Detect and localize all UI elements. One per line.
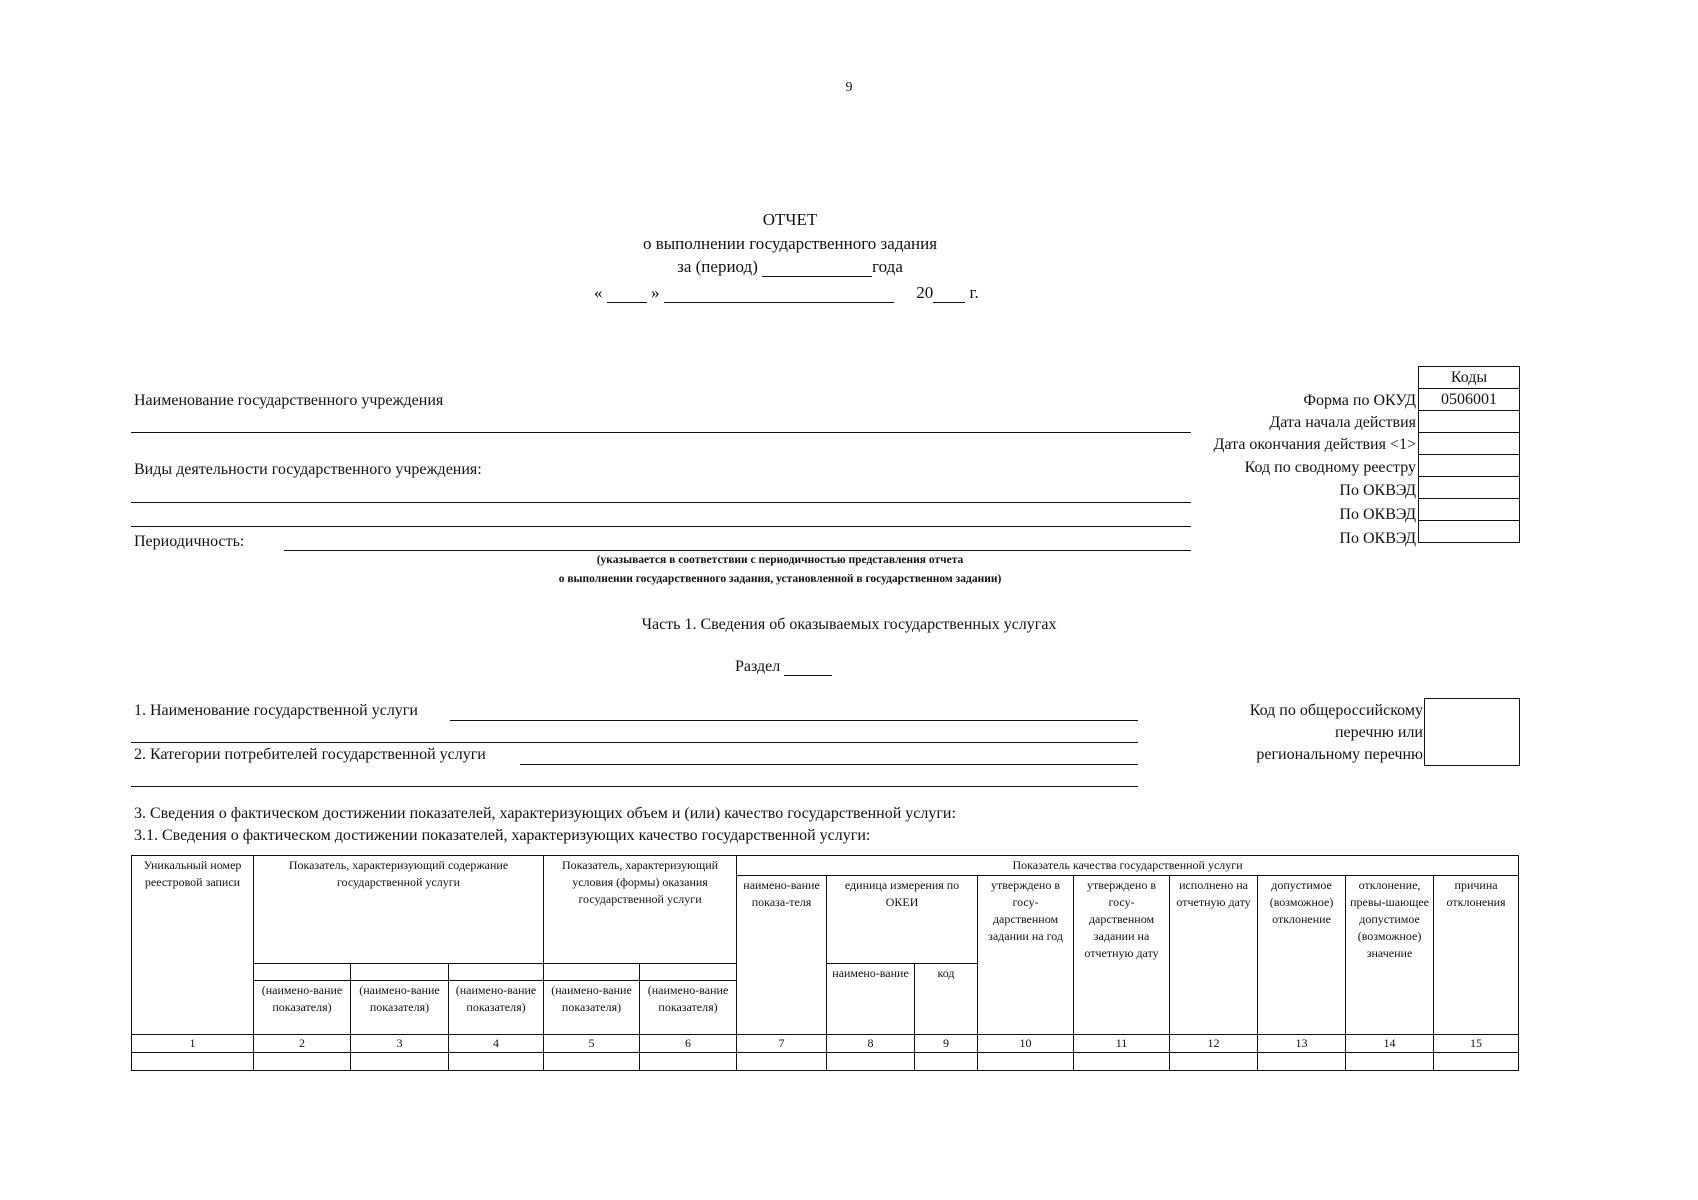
approved-date-header: утверждено в госу-дарственном задании на отчетную дату — [1074, 876, 1170, 1035]
col-num-12: 12 — [1170, 1035, 1258, 1053]
quality-indicator-header: Показатель качества государственной услуги — [737, 856, 1519, 876]
col-num-9: 9 — [915, 1035, 978, 1053]
cell-12[interactable] — [1170, 1053, 1258, 1071]
conditions-indicator-header: Показатель, характеризующий условия (формы) оказания государственной услуги — [544, 856, 737, 964]
okud-label: Форма по ОКУД — [1303, 392, 1416, 409]
content-blank-1 — [254, 964, 351, 981]
content-name-2: (наимено-вание показателя) — [351, 981, 449, 1035]
col-num-7: 7 — [737, 1035, 827, 1053]
cell-8[interactable] — [827, 1053, 915, 1071]
periodicity-note-2: о выполнении государственного задания, установленной в государственном задании) — [558, 573, 1002, 585]
start-date-label: Дата начала действия — [1269, 414, 1416, 431]
period-field[interactable] — [762, 260, 872, 277]
cell-15[interactable] — [1434, 1053, 1519, 1071]
conditions-name-1: (наимено-вание показателя) — [544, 981, 640, 1035]
activity-types-line-2[interactable] — [131, 526, 1191, 527]
col-num-15: 15 — [1434, 1035, 1519, 1053]
okved-label-1: По ОКВЭД — [1339, 482, 1416, 499]
conditions-blank-2 — [640, 964, 737, 981]
year-field[interactable] — [933, 286, 965, 303]
col-num-8: 8 — [827, 1035, 915, 1053]
allowed-deviation-header: допустимое (возможное) отклонение — [1258, 876, 1346, 1035]
unique-number-header: Уникальный номер реестровой записи — [132, 856, 254, 1035]
period-prefix: за (период) — [677, 257, 758, 276]
start-date-code[interactable] — [1419, 410, 1519, 432]
okved-code-2[interactable] — [1419, 498, 1519, 520]
institution-name-line[interactable] — [131, 432, 1191, 433]
col-num-13: 13 — [1258, 1035, 1346, 1053]
periodicity-note-1: (указывается в соответствии с периодичностью представления отчета — [596, 554, 964, 566]
registry-code-label: Код по сводному реестру — [1244, 459, 1416, 476]
cell-11[interactable] — [1074, 1053, 1170, 1071]
service-name-line-2[interactable] — [131, 742, 1138, 743]
cell-7[interactable] — [737, 1053, 827, 1071]
content-blank-2 — [351, 964, 449, 981]
col-num-2: 2 — [254, 1035, 351, 1053]
cell-6[interactable] — [640, 1053, 737, 1071]
page-number: 9 — [845, 80, 853, 95]
report-title: ОТЧЕТ — [762, 210, 818, 229]
open-quote: « — [594, 283, 603, 302]
col-num-6: 6 — [640, 1035, 737, 1053]
exceeding-deviation-header: отклонение, превы-шающее допустимое (возможное) значение — [1346, 876, 1434, 1035]
table-row — [132, 1053, 1519, 1071]
report-date — [594, 283, 979, 303]
end-date-label: Дата окончания действия <1> — [1213, 436, 1416, 453]
okved-code-3[interactable] — [1419, 520, 1519, 542]
part-title: Часть 1. Сведения об оказываемых государственных услугах — [641, 616, 1057, 633]
okved-code-1[interactable] — [1419, 476, 1519, 498]
day-field[interactable] — [607, 286, 647, 303]
service-name-line[interactable] — [450, 720, 1138, 721]
col-num-3: 3 — [351, 1035, 449, 1053]
content-name-1: (наимено-вание показателя) — [254, 981, 351, 1035]
report-period — [600, 257, 980, 277]
col-num-5: 5 — [544, 1035, 640, 1053]
cell-10[interactable] — [978, 1053, 1074, 1071]
okud-code[interactable]: 0506001 — [1419, 388, 1519, 410]
activity-types-line[interactable] — [131, 502, 1191, 503]
month-field[interactable] — [664, 286, 894, 303]
registry-perechen-3: региональному перечню — [1256, 746, 1423, 763]
institution-name-label: Наименование государственного учреждения — [134, 392, 444, 409]
content-blank-3 — [449, 964, 544, 981]
activity-types-label: Виды деятельности государственного учреждения: — [134, 461, 482, 478]
unit-header: единица измерения по ОКЕИ — [827, 876, 978, 964]
okved-label-2: По ОКВЭД — [1339, 506, 1416, 523]
unit-name-header: наимено-вание — [827, 964, 915, 1035]
content-name-3: (наимено-вание показателя) — [449, 981, 544, 1035]
section-text: Раздел — [735, 658, 781, 675]
unit-code-header: код — [915, 964, 978, 1035]
cell-14[interactable] — [1346, 1053, 1434, 1071]
quality-indicators-table — [131, 855, 1519, 1071]
cell-13[interactable] — [1258, 1053, 1346, 1071]
col-num-11: 11 — [1074, 1035, 1170, 1053]
section-label — [735, 658, 832, 676]
cell-2[interactable] — [254, 1053, 351, 1071]
cell-1[interactable] — [132, 1053, 254, 1071]
approved-year-header: утверждено в госу-дарственном задании на год — [978, 876, 1074, 1035]
conditions-blank-1 — [544, 964, 640, 981]
col-num-1: 1 — [132, 1035, 254, 1053]
cell-3[interactable] — [351, 1053, 449, 1071]
okved-label-3: По ОКВЭД — [1339, 530, 1416, 547]
cell-9[interactable] — [915, 1053, 978, 1071]
indicator-name-header: наимено-вание показа-теля — [737, 876, 827, 1035]
periodicity-line[interactable] — [284, 550, 1191, 551]
close-quote: » — [651, 283, 660, 302]
registry-perechen-2: перечню или — [1334, 724, 1423, 741]
conditions-name-2: (наимено-вание показателя) — [640, 981, 737, 1035]
cell-5[interactable] — [544, 1053, 640, 1071]
codes-header: Коды — [1450, 369, 1488, 386]
col-num-10: 10 — [978, 1035, 1074, 1053]
indicators-line-31: 3.1. Сведения о фактическом достижении показателей, характеризующих качество государственной услуги: — [134, 827, 871, 844]
report-subtitle: о выполнении государственного задания — [642, 234, 938, 253]
cell-4[interactable] — [449, 1053, 544, 1071]
content-indicator-header: Показатель, характеризующий содержание государственной услуги — [254, 856, 544, 964]
col-num-14: 14 — [1346, 1035, 1434, 1053]
consumers-line-2[interactable] — [131, 786, 1138, 787]
periodicity-label: Периодичность: — [134, 533, 245, 550]
deviation-reason-header: причина отклонения — [1434, 876, 1519, 1035]
consumers-label: 2. Категории потребителей государственной услуги — [134, 746, 486, 763]
section-field[interactable] — [784, 659, 832, 676]
consumers-line[interactable] — [520, 764, 1138, 765]
registry-code[interactable] — [1419, 454, 1519, 476]
service-name-label: 1. Наименование государственной услуги — [134, 702, 418, 719]
executed-header: исполнено на отчетную дату — [1170, 876, 1258, 1035]
col-num-4: 4 — [449, 1035, 544, 1053]
registry-perechen-1: Код по общероссийскому — [1249, 702, 1423, 719]
end-date-code[interactable] — [1419, 432, 1519, 454]
indicators-line-3: 3. Сведения о фактическом достижении показателей, характеризующих объем и (или) качество государственной услуги: — [134, 805, 956, 822]
period-suffix: года — [872, 257, 903, 276]
year-prefix: 20 — [916, 283, 934, 302]
codes-box — [1418, 366, 1520, 543]
registry-perechen-code-box[interactable] — [1424, 698, 1520, 766]
year-suffix: г. — [969, 283, 979, 302]
